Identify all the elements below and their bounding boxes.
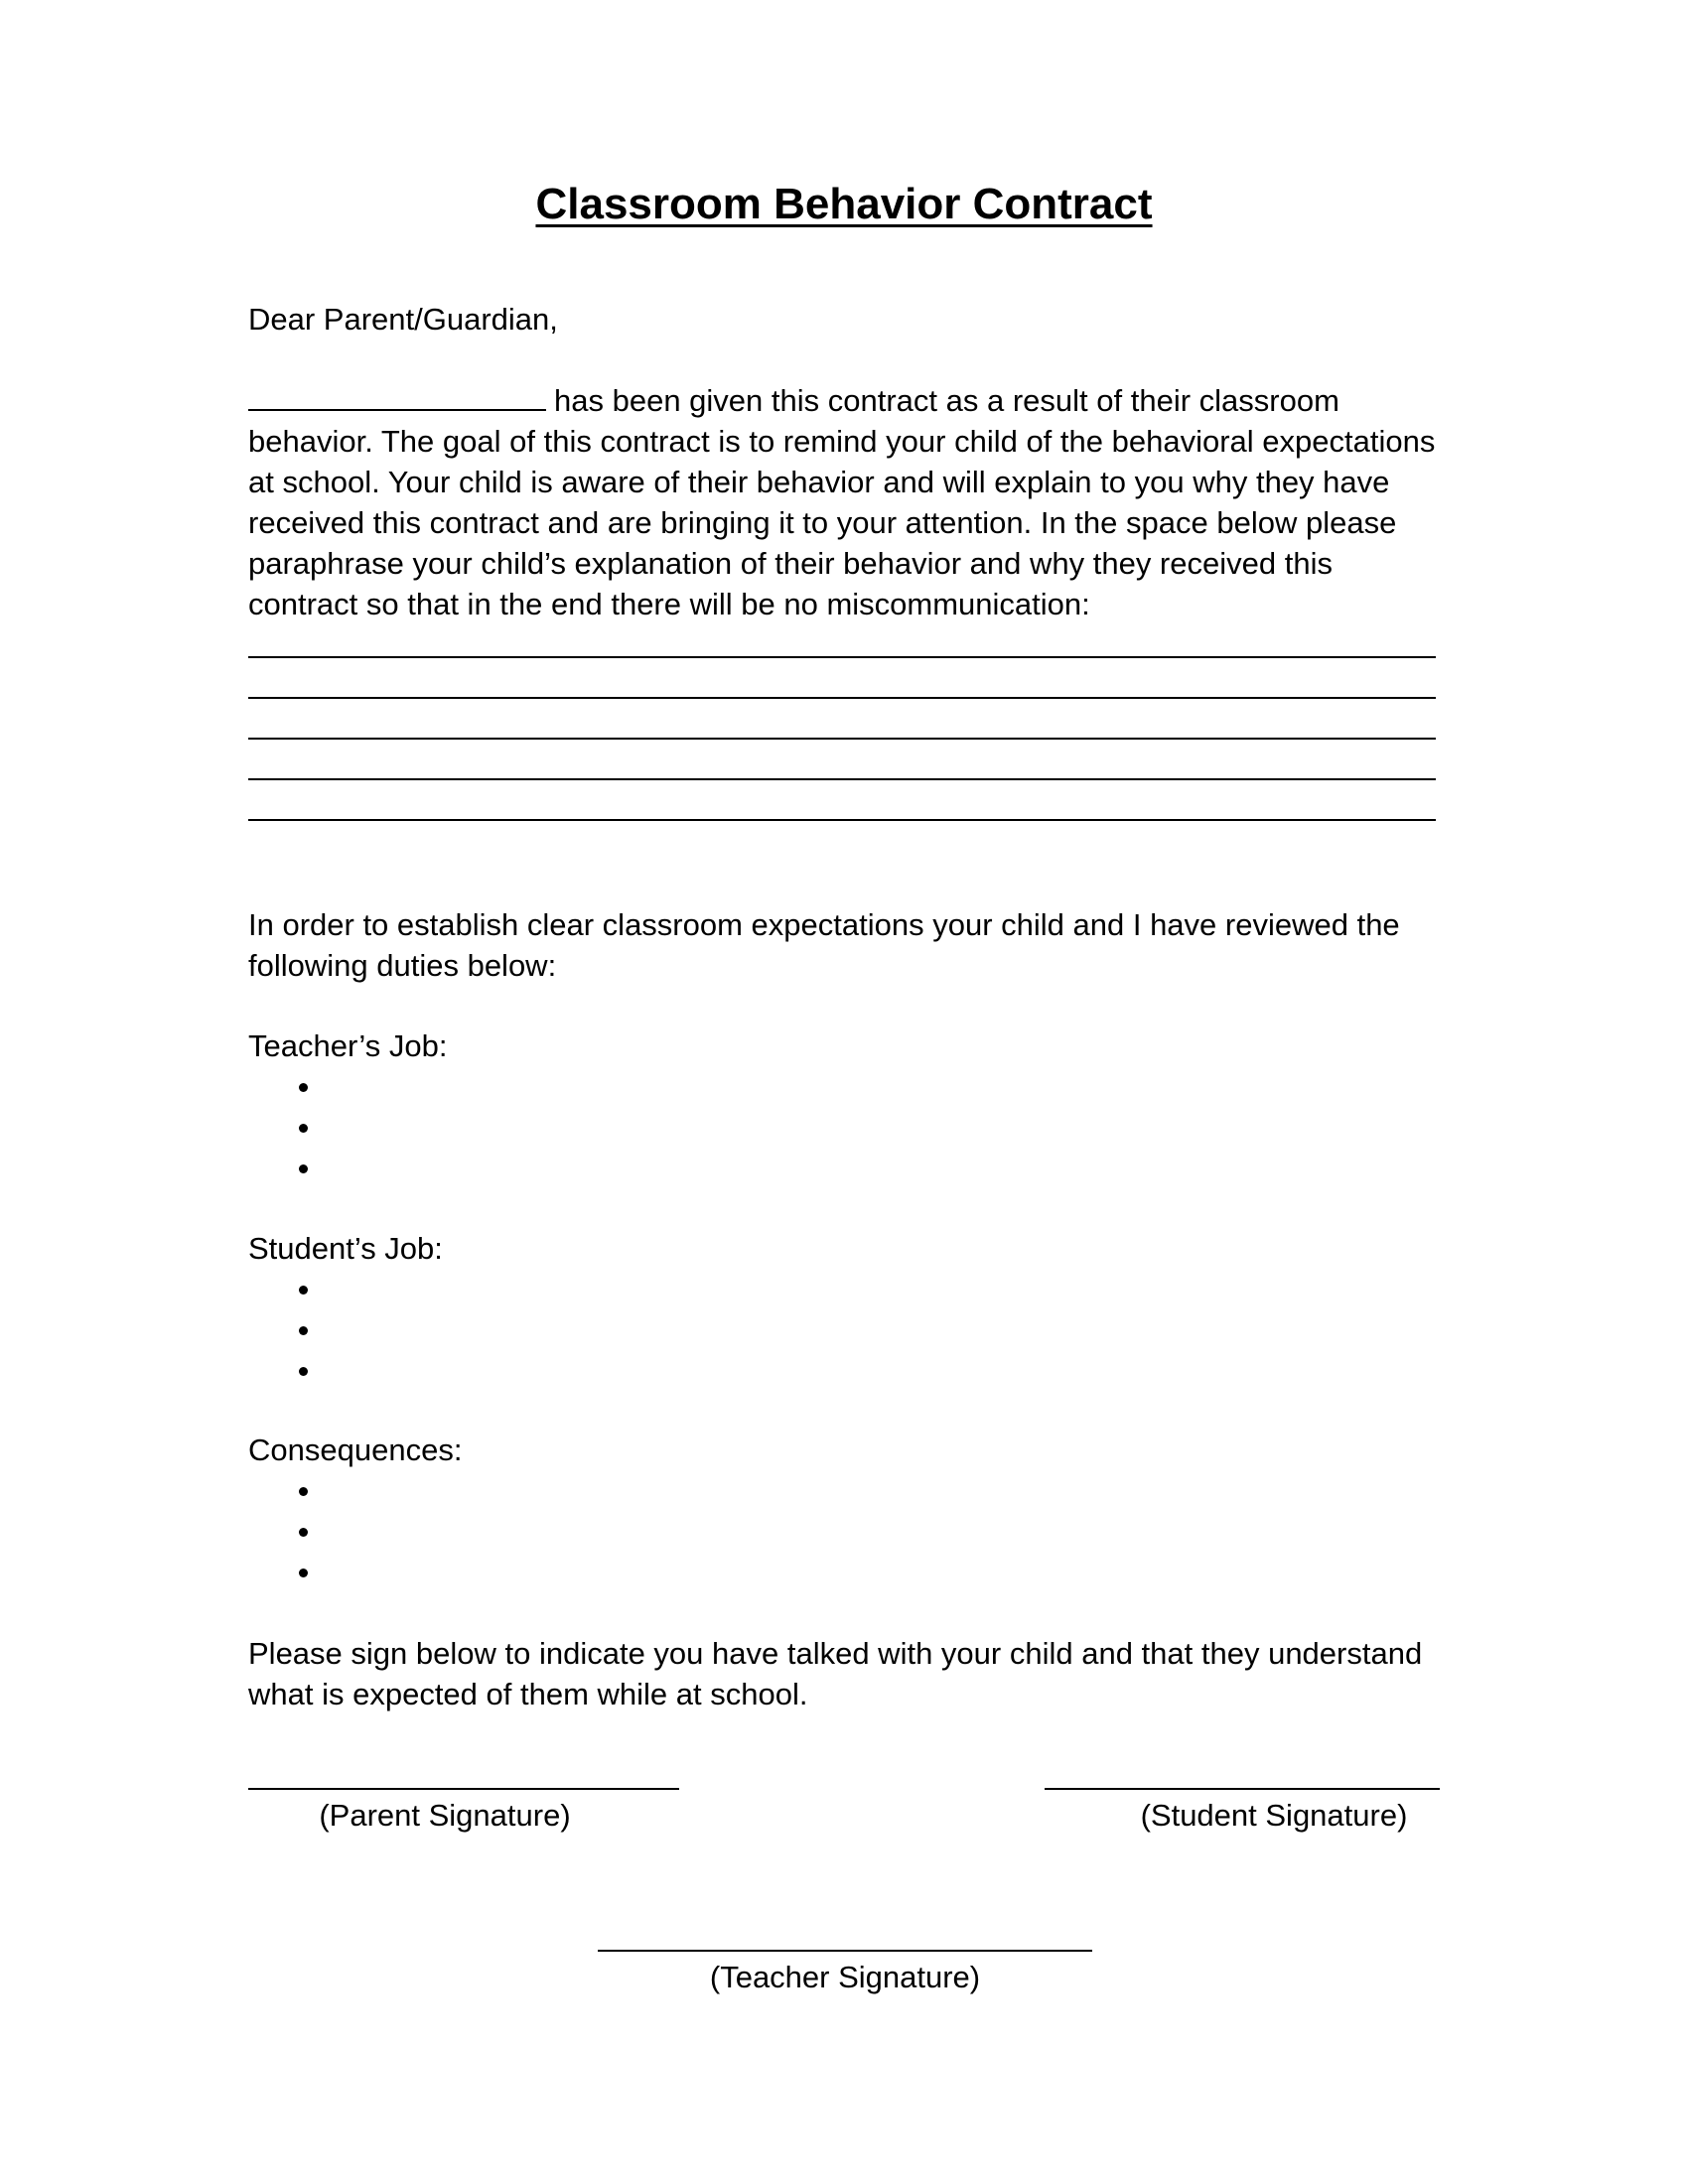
parent-signature-line[interactable] (248, 1788, 679, 1790)
list-item[interactable] (248, 1066, 1436, 1107)
consequences-heading: Consequences: (248, 1433, 463, 1467)
student-job-list (248, 1269, 1436, 1391)
teacher-job-section (248, 1025, 1436, 1188)
list-item[interactable] (248, 1269, 1436, 1309)
student-signature-line[interactable] (1045, 1788, 1440, 1790)
explanation-line[interactable] (248, 627, 1436, 658)
student-job-heading: Student’s Job: (248, 1231, 443, 1266)
list-item[interactable] (248, 1309, 1436, 1350)
list-item[interactable] (248, 1350, 1436, 1391)
list-item[interactable] (248, 1552, 1436, 1592)
greeting: Dear Parent/Guardian, (248, 302, 558, 337)
list-item[interactable] (248, 1511, 1436, 1552)
consequences-section (248, 1430, 1436, 1592)
intro-paragraph (248, 380, 1436, 624)
student-job-section (248, 1228, 1436, 1391)
list-item[interactable] (248, 1107, 1436, 1148)
sign-instructions: Please sign below to indicate you have talked with your child and that they understand what is expected of them while at school. (248, 1636, 1423, 1711)
explanation-line[interactable] (248, 658, 1436, 699)
teacher-job-heading: Teacher’s Job: (248, 1028, 448, 1063)
teacher-signature-label: (Teacher Signature) (709, 1960, 981, 1994)
intro-text: has been given this contract as a result of their classroom behavior. The goal of this contract is to remind your child of the behavioral expectations at school. Your child is aware of their behavior and will explain to you why they have received this contract and are bringing it to your attention. In the space below please paraphrase your child’s explanation of their behavior and why they received this contract so that in the end there will be no miscommunication: (248, 383, 1436, 621)
explanation-lines (248, 627, 1436, 821)
list-item[interactable] (248, 1148, 1436, 1188)
page-title: Classroom Behavior Contract (535, 180, 1153, 228)
explanation-line[interactable] (248, 699, 1436, 740)
parent-signature-label: (Parent Signature) (319, 1798, 571, 1833)
list-item[interactable] (248, 1470, 1436, 1511)
expectations-paragraph: In order to establish clear classroom expectations your child and I have reviewed the following duties below: (248, 907, 1400, 983)
student-name-blank[interactable] (248, 383, 546, 411)
student-signature-label: (Student Signature) (1140, 1798, 1408, 1833)
explanation-line[interactable] (248, 780, 1436, 821)
explanation-line[interactable] (248, 740, 1436, 780)
consequences-list (248, 1470, 1436, 1592)
teacher-signature-line[interactable] (598, 1950, 1092, 1952)
teacher-job-list (248, 1066, 1436, 1188)
